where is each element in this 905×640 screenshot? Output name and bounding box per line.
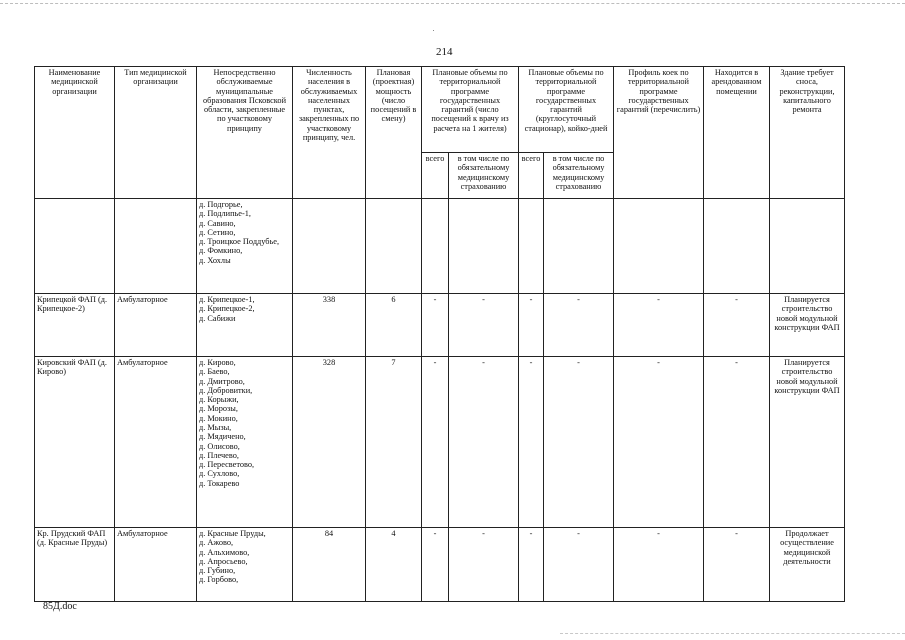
cell-capacity: 7	[366, 357, 422, 528]
header-served-municipalities: Непосредственно обслуживаемые муниципальные образования Псковской области, закрепленные по участковому принципу	[197, 67, 293, 199]
cell-op-total	[422, 199, 449, 294]
cell-population: 328	[293, 357, 366, 528]
cell-org-type	[115, 199, 197, 294]
cell-op-oms: -	[449, 294, 519, 357]
header-population: Численность населения в обслуживаемых населенных пунктах, закрепленных по участковому принципу, чел.	[293, 67, 366, 199]
cell-villages	[197, 199, 293, 294]
village: д. Корыжи,	[199, 395, 239, 405]
cell-op-oms	[449, 199, 519, 294]
page-number: 214	[436, 46, 453, 58]
village: д. Мызы,	[199, 422, 232, 432]
cell-ip-total: -	[519, 528, 544, 602]
village: д. Подгорье,	[199, 200, 243, 209]
cell-leased: -	[704, 294, 770, 357]
village: д. Токарево	[199, 478, 240, 488]
village: д. Крипецкое-1,	[199, 295, 255, 304]
cell-bed-profile	[614, 199, 704, 294]
cell-bed-profile: -	[614, 357, 704, 528]
header-inpatient-volumes: Плановые объемы по территориальной программе государственных гарантий (круглосуточный стационар), койко-дней	[519, 67, 614, 153]
cell-capacity	[366, 199, 422, 294]
cell-ip-oms: -	[544, 357, 614, 528]
village: д. Троицкое Поддубье,	[199, 237, 280, 247]
village: д. Хохлы	[199, 255, 231, 265]
cell-op-total: -	[422, 357, 449, 528]
village: д. Апросьево,	[199, 556, 248, 566]
cell-bed-profile: -	[614, 294, 704, 357]
village: д. Добровитки,	[199, 385, 253, 395]
cell-ip-total	[519, 199, 544, 294]
cell-ip-total: -	[519, 357, 544, 528]
village: д. Горбово,	[199, 575, 239, 585]
cell-org-type: Амбулаторное	[115, 528, 197, 602]
cell-org-name	[35, 199, 115, 294]
village: д. Сетино,	[199, 227, 236, 237]
cell-villages	[197, 528, 293, 602]
cell-org-name: Кр. Прудский ФАП (д. Красные Пруды)	[35, 528, 115, 602]
village: д. Олисово,	[199, 441, 240, 451]
header-op-total: всего	[422, 153, 449, 199]
village: д. Губино,	[199, 566, 236, 576]
cell-villages	[197, 357, 293, 528]
cell-capacity: 6	[366, 294, 422, 357]
cell-op-oms: -	[449, 528, 519, 602]
village: д. Савино,	[199, 218, 236, 228]
cell-ip-oms: -	[544, 528, 614, 602]
header-outpatient-volumes: Плановые объемы по территориальной программе государственных гарантий (число посещений к врачу из расчета на 1 жителя)	[422, 67, 519, 153]
cell-building: Планируется строительство новой модульной конструкции ФАП	[770, 294, 845, 357]
footer-filename: 85Д.doc	[43, 601, 77, 612]
cell-leased: -	[704, 357, 770, 528]
scan-dot	[433, 30, 434, 31]
cell-op-total: -	[422, 528, 449, 602]
village: д. Сабижи	[199, 313, 236, 323]
village: д. Плечево,	[199, 450, 239, 460]
cell-population	[293, 199, 366, 294]
header-leased: Находится в арендованном помещении	[704, 67, 770, 199]
village: д. Морозы,	[199, 404, 238, 414]
cell-org-name: Кировский ФАП (д. Кирово)	[35, 357, 115, 528]
table-row	[35, 528, 845, 602]
village: д. Красные Пруды,	[199, 529, 266, 538]
village: д. Подлипье-1,	[199, 209, 251, 219]
village: д. Пересветово,	[199, 460, 255, 470]
village: д. Баево,	[199, 367, 230, 377]
scan-edge-top	[0, 3, 905, 4]
cell-org-type: Амбулаторное	[115, 357, 197, 528]
table-row	[35, 357, 845, 528]
header-ip-total: всего	[519, 153, 544, 199]
scan-edge-bottom	[560, 633, 905, 634]
header-ip-oms: в том числе по обязательному медицинскому страхованию	[544, 153, 614, 199]
cell-bed-profile: -	[614, 528, 704, 602]
header-bed-profile: Профиль коек по территориальной программе государственных гарантий (перечислить)	[614, 67, 704, 199]
cell-org-type: Амбулаторное	[115, 294, 197, 357]
cell-capacity: 4	[366, 528, 422, 602]
village: д. Мокино,	[199, 413, 238, 423]
table-row	[35, 199, 845, 294]
header-org-name: Наименование медицинской организации	[35, 67, 115, 199]
village: д. Сухлово,	[199, 469, 240, 479]
cell-op-oms: -	[449, 357, 519, 528]
table-row	[35, 294, 845, 357]
village: д. Фомкино,	[199, 246, 243, 256]
cell-ip-total: -	[519, 294, 544, 357]
cell-ip-oms	[544, 199, 614, 294]
cell-building	[770, 199, 845, 294]
header-building: Здание требует сноса, реконструкции, капитального ремонта	[770, 67, 845, 199]
village: д. Ажово,	[199, 538, 234, 548]
facilities-table	[34, 66, 845, 602]
header-org-type: Тип медицинской организации	[115, 67, 197, 199]
cell-leased	[704, 199, 770, 294]
village: д. Крипецкое-2,	[199, 304, 255, 314]
cell-org-name: Крипецкой ФАП (д. Крипецкое-2)	[35, 294, 115, 357]
cell-ip-oms: -	[544, 294, 614, 357]
cell-building: Продолжает осуществление медицинской деятельности	[770, 528, 845, 602]
cell-villages	[197, 294, 293, 357]
cell-building: Планируется строительство новой модульной конструкции ФАП	[770, 357, 845, 528]
cell-population: 84	[293, 528, 366, 602]
village: д. Кирово,	[199, 358, 236, 367]
village: д. Альхимово,	[199, 547, 250, 557]
village: д. Мядичено,	[199, 432, 246, 442]
cell-population: 338	[293, 294, 366, 357]
header-capacity: Плановая (проектная) мощность (число посещений в смену)	[366, 67, 422, 199]
cell-op-total: -	[422, 294, 449, 357]
cell-leased: -	[704, 528, 770, 602]
village: д. Дмитрово,	[199, 376, 245, 386]
header-op-oms: в том числе по обязательному медицинскому страхованию	[449, 153, 519, 199]
